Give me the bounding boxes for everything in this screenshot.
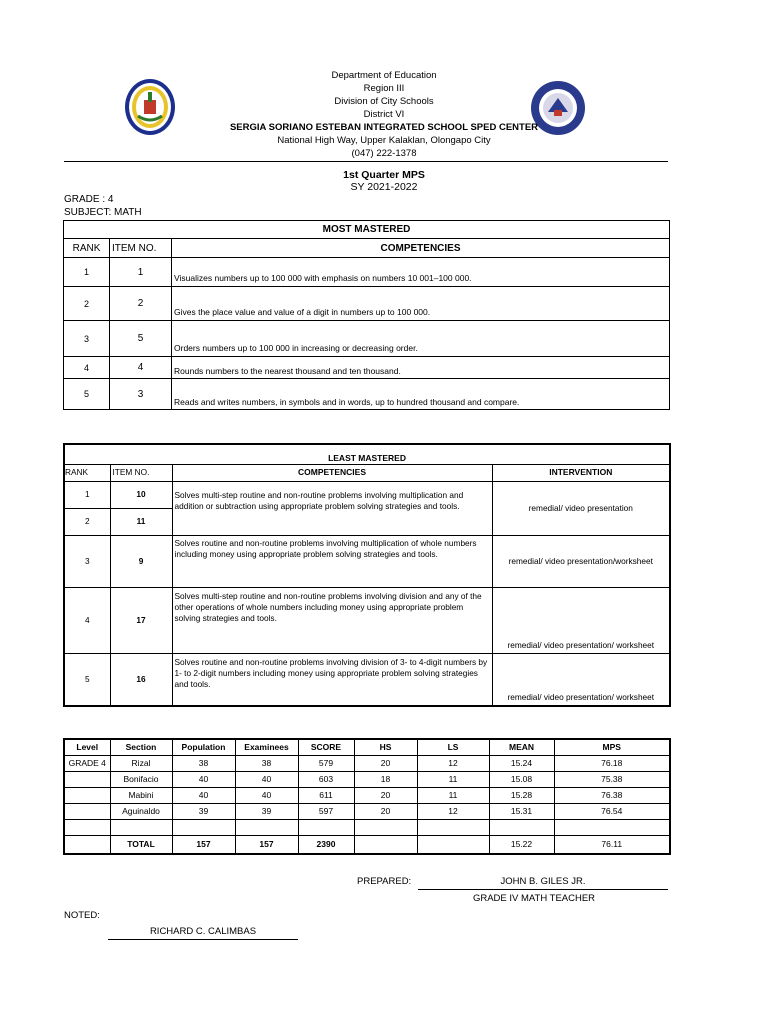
- cell: 157: [172, 836, 235, 854]
- mps-summary-table: [63, 738, 671, 855]
- cell: 20: [354, 756, 417, 772]
- table-row: [64, 379, 670, 410]
- cell: [64, 820, 110, 836]
- rank-cell: 2: [64, 508, 110, 535]
- cell: Aguinaldo: [110, 804, 172, 820]
- cell: 38: [235, 756, 298, 772]
- cell: 39: [172, 804, 235, 820]
- grade-label: GRADE : 4: [64, 194, 114, 205]
- table-row: [64, 653, 670, 706]
- cell: 76.18: [554, 756, 670, 772]
- letterhead: [0, 69, 768, 160]
- cell: [489, 820, 554, 836]
- prepared-label: PREPARED:: [357, 876, 412, 887]
- cell: [354, 820, 417, 836]
- most-mastered-table: [63, 220, 670, 410]
- col-examinees: Examinees: [235, 739, 298, 756]
- table-row: [64, 820, 670, 836]
- col-item: ITEM NO.: [110, 239, 172, 258]
- item-cell: 17: [110, 587, 172, 653]
- prepared-signature-line: [418, 889, 668, 890]
- cell: [64, 836, 110, 854]
- competency-cell: Solves multi-step routine and non-routine problems involving multiplication and addition or subtraction using appropriate problem solving strategies and tools.: [172, 481, 492, 535]
- item-cell: 10: [110, 481, 172, 508]
- col-level: Level: [64, 739, 110, 756]
- cell: 20: [354, 804, 417, 820]
- prepared-name: JOHN B. GILES JR.: [500, 876, 586, 887]
- col-competencies: COMPETENCIES: [172, 464, 492, 481]
- col-population: Population: [172, 739, 235, 756]
- col-hs: HS: [354, 739, 417, 756]
- rank-cell: 4: [64, 587, 110, 653]
- quarter-title: 1st Quarter MPS: [343, 169, 425, 181]
- cell: Rizal: [110, 756, 172, 772]
- total-label: TOTAL: [110, 836, 172, 854]
- cell: [417, 836, 489, 854]
- item-cell: 16: [110, 653, 172, 706]
- least-mastered-title: LEAST MASTERED: [64, 444, 670, 464]
- rank-cell: 1: [64, 481, 110, 508]
- item-cell: 5: [110, 321, 172, 357]
- most-mastered-title: MOST MASTERED: [64, 221, 670, 239]
- cell: 76.38: [554, 788, 670, 804]
- subject-label: SUBJECT: MATH: [64, 207, 142, 218]
- cell: 38: [172, 756, 235, 772]
- competency-cell: Solves multi-step routine and non-routine problems involving division and any of the other operations of whole numbers including money using appropriate problem solving strategies and tools.: [172, 587, 492, 653]
- cell: 611: [298, 788, 354, 804]
- cell: 15.31: [489, 804, 554, 820]
- table-row: [64, 287, 670, 321]
- cell: [64, 788, 110, 804]
- cell: 157: [235, 836, 298, 854]
- header-line-2: Region III: [363, 83, 405, 94]
- cell: GRADE 4: [64, 756, 110, 772]
- cell: [417, 820, 489, 836]
- intervention-cell: remedial/ video presentation/ worksheet: [492, 587, 670, 653]
- intervention-cell: remedial/ video presentation/worksheet: [492, 535, 670, 587]
- col-score: SCORE: [298, 739, 354, 756]
- col-ls: LS: [417, 739, 489, 756]
- school-address: National High Way, Upper Kalaklan, Olongapo City: [277, 135, 491, 146]
- school-name: SERGIA SORIANO ESTEBAN INTEGRATED SCHOOL SPED CENTER: [229, 122, 539, 133]
- competency-cell: Orders numbers up to 100 000 in increasing or decreasing order.: [172, 321, 670, 357]
- cell: 76.11: [554, 836, 670, 854]
- cell: 40: [235, 788, 298, 804]
- cell: [354, 836, 417, 854]
- noted-label: NOTED:: [64, 910, 100, 921]
- table-row: [64, 756, 670, 772]
- col-competencies: COMPETENCIES: [172, 239, 670, 258]
- cell: 2390: [298, 836, 354, 854]
- table-row: [64, 321, 670, 357]
- competency-cell: Visualizes numbers up to 100 000 with emphasis on numbers 10 001–100 000.: [172, 258, 670, 287]
- rank-cell: 3: [64, 535, 110, 587]
- header-line-4: District VI: [363, 109, 405, 120]
- cell: 11: [417, 772, 489, 788]
- rank-cell: 4: [64, 357, 110, 379]
- item-cell: 2: [110, 287, 172, 321]
- rank-cell: 1: [64, 258, 110, 287]
- competency-cell: Solves routine and non-routine problems involving multiplication of whole numbers including money using appropriate problem solving strategies and tools.: [172, 535, 492, 587]
- table-row: [64, 772, 670, 788]
- cell: 597: [298, 804, 354, 820]
- item-cell: 11: [110, 508, 172, 535]
- rank-cell: 3: [64, 321, 110, 357]
- cell: [110, 820, 172, 836]
- cell: [235, 820, 298, 836]
- least-mastered-table: [63, 443, 671, 707]
- cell: [554, 820, 670, 836]
- cell: 40: [172, 788, 235, 804]
- table-row: [64, 788, 670, 804]
- header-line-3: Division of City Schools: [334, 96, 434, 107]
- table-row: [64, 587, 670, 653]
- table-row: [64, 535, 670, 587]
- rank-cell: 5: [64, 653, 110, 706]
- cell: 15.24: [489, 756, 554, 772]
- intervention-cell: remedial/ video presentation: [492, 481, 670, 535]
- cell: [64, 772, 110, 788]
- prepared-title: GRADE IV MATH TEACHER: [472, 893, 596, 904]
- competency-cell: Reads and writes numbers, in symbols and in words, up to hundred thousand and compare.: [172, 379, 670, 410]
- cell: Mabini: [110, 788, 172, 804]
- cell: Bonifacio: [110, 772, 172, 788]
- cell: 40: [172, 772, 235, 788]
- rank-cell: 2: [64, 287, 110, 321]
- col-rank: RANK: [64, 239, 110, 258]
- cell: 75.38: [554, 772, 670, 788]
- table-row: [64, 804, 670, 820]
- rank-cell: 5: [64, 379, 110, 410]
- table-row: [64, 481, 670, 508]
- cell: 12: [417, 804, 489, 820]
- school-phone: (047) 222-1378: [351, 148, 417, 159]
- item-cell: 3: [110, 379, 172, 410]
- cell: 15.22: [489, 836, 554, 854]
- cell: [298, 820, 354, 836]
- school-year: SY 2021-2022: [350, 181, 418, 193]
- cell: [64, 804, 110, 820]
- col-section: Section: [110, 739, 172, 756]
- competency-cell: Solves routine and non-routine problems involving division of 3- to 4-digit numbers by 1- to 2-digit numbers including money using appropriate problem solving strategies and tools.: [172, 653, 492, 706]
- competency-cell: Gives the place value and value of a digit in numbers up to 100 000.: [172, 287, 670, 321]
- total-row: [64, 836, 670, 854]
- header-line-1: Department of Education: [331, 70, 437, 81]
- cell: 39: [235, 804, 298, 820]
- item-cell: 1: [110, 258, 172, 287]
- col-mean: MEAN: [489, 739, 554, 756]
- item-cell: 9: [110, 535, 172, 587]
- competency-cell: Rounds numbers to the nearest thousand and ten thousand.: [172, 357, 670, 379]
- intervention-cell: remedial/ video presentation/ worksheet: [492, 653, 670, 706]
- header-divider: [64, 161, 668, 162]
- cell: 11: [417, 788, 489, 804]
- cell: 18: [354, 772, 417, 788]
- cell: [172, 820, 235, 836]
- col-intervention: INTERVENTION: [492, 464, 670, 481]
- cell: 76.54: [554, 804, 670, 820]
- table-row: [64, 258, 670, 287]
- report-title: [0, 169, 768, 193]
- cell: 40: [235, 772, 298, 788]
- col-mps: MPS: [554, 739, 670, 756]
- col-rank: RANK: [64, 464, 110, 481]
- noted-signature-line: [108, 939, 298, 940]
- item-cell: 4: [110, 357, 172, 379]
- cell: 20: [354, 788, 417, 804]
- cell: 15.28: [489, 788, 554, 804]
- cell: 12: [417, 756, 489, 772]
- noted-name: RICHARD C. CALIMBAS: [149, 926, 257, 937]
- table-row: [64, 357, 670, 379]
- cell: 579: [298, 756, 354, 772]
- col-item: ITEM NO.: [110, 464, 172, 481]
- cell: 15.08: [489, 772, 554, 788]
- cell: 603: [298, 772, 354, 788]
